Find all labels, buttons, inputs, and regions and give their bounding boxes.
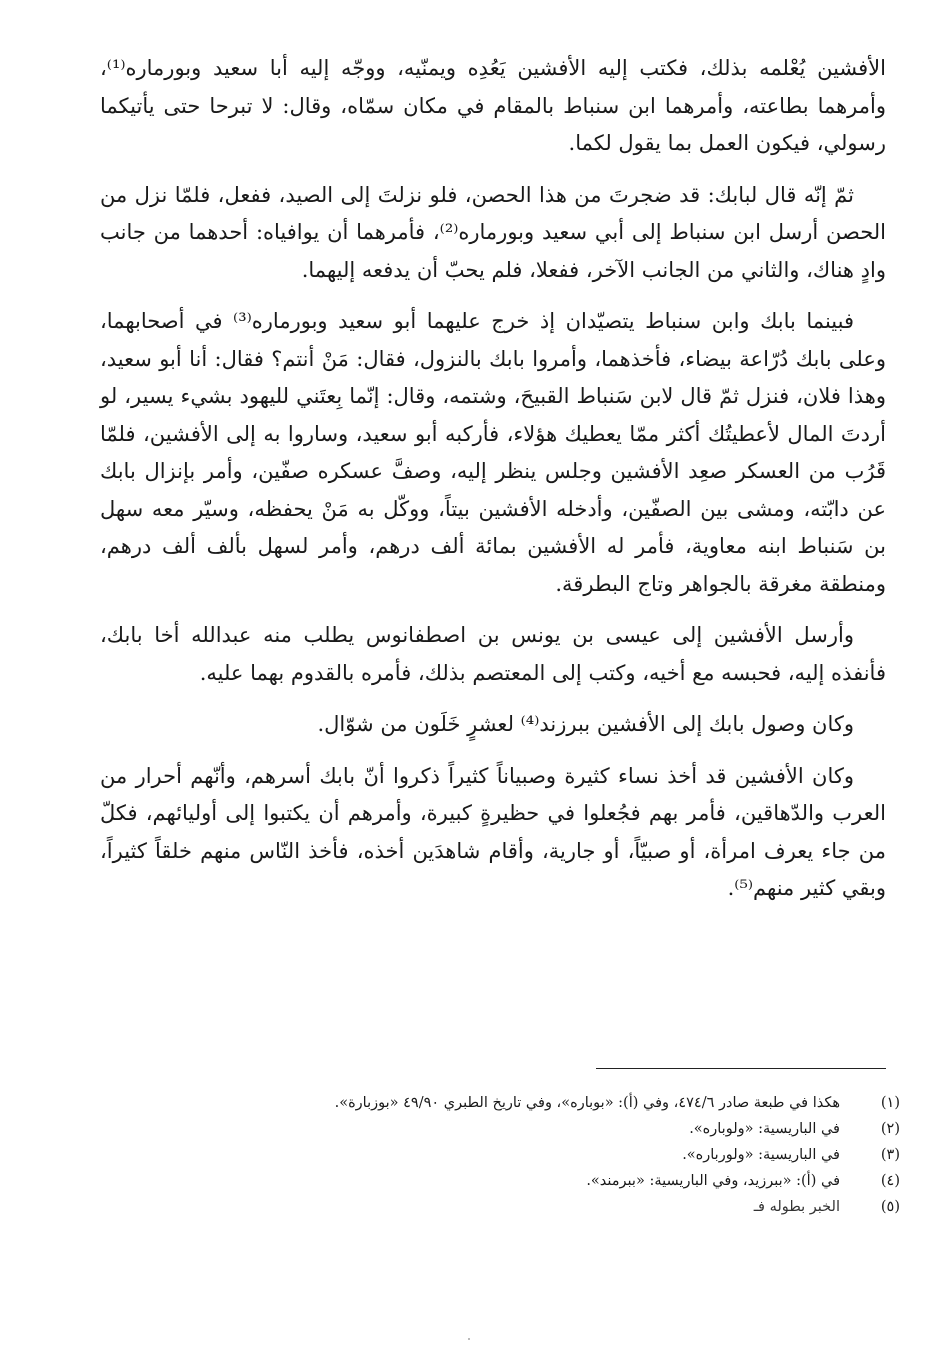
footnote-number: (٤) (880, 1173, 900, 1189)
footnote-text: الخبر بطوله فـ (753, 1199, 840, 1215)
footnote-divider (596, 1068, 886, 1069)
footnote-3 (160, 1142, 900, 1168)
footnotes (160, 1090, 900, 1220)
footnote-1 (160, 1090, 900, 1116)
footnote-number: (١) (880, 1095, 900, 1111)
footnote-number: (٣) (880, 1147, 900, 1163)
paragraph-2: ثمّ إنّه قال لبابك: قد ضجرتَ من هذا الحصن، فلو نزلتَ إلى الصيد، ففعل، فلمّا نزل من الحصن أرسل ابن سنباط إلى أبي سعيد وبورماره⁽²⁾، فأمرهما أن يوافياه: أحدهما من جانب وادٍ هناك، والثاني من الجانب الآخر، ففعلا، فلم يحبّ أن يدفعه إليهما. (100, 182, 886, 282)
footnote-number: (٥) (880, 1199, 900, 1215)
paragraph-1: الأفشين يُعْلمه بذلك، فكتب إليه الأفشين يَعُدِه ويمنّيه، ووجّه إليه أبا سعيد وبورماره⁽¹⁾، وأمرهما بطاعته، وأمرهما ابن سنباط بالمقام في مكان سمّاه، وقال: لا تبرحا حتى يأتيكما رسولي، فيكون العمل بما يقول لكما. (100, 56, 886, 155)
footnote-text: هكذا في طبعة صادر ٤٧٤/٦، وفي (أ): «بوباره»، وفي تاريخ الطبري ٤٩/٩٠ «بوزبارة». (334, 1095, 840, 1111)
main-text (100, 50, 886, 922)
scan-speck (468, 1338, 470, 1340)
footnote-text: في الباريسية: «ولورباره». (682, 1147, 840, 1163)
footnote-text: في (أ): «ببرزيد، وفي الباريسية: «ببرمند». (586, 1173, 840, 1189)
footnote-number: (٢) (880, 1121, 900, 1137)
footnote-5 (160, 1194, 900, 1220)
paragraph-3: فبينما بابك وابن سنباط يتصيّدان إذ خرج عليهما أبو سعيد وبورماره⁽³⁾ في أصحابهما، وعلى بابك دُرّاعة بيضاء، فأخذهما، وأمروا بابك بالنزول، فقال: مَنْ أنتم؟ فقال: أنا أبو سعيد، وهذا فلان، فنزل ثمّ قال لابن سَنباط القبيحَ، وشتمه، وقال: إنّما بِعتَني لليهود بشيء يسير، لو أردتَ المال لأعطيتُك أكثر ممّا يعطيك هؤلاء، فأركبه أبو سعيد، وساروا به إلى الأفشين، فلمّا قَرُب من العسكر صعِد الأفشين وجلس ينظر إليه، وصفَّ عسكره صفّين، وأمر بإنزال بابك عن دابّته، ومشى بين الصفّين، وأدخله الأفشين بيتاً، ووكّل به مَنْ يحفظه، وسيّر معه سهل بن سَنباط ابنه معاوية، فأمر له الأفشين بمائة ألف درهم، وأمر لسهل بألف ألف درهم، ومنطقة مغرقة بالجواهر وتاج البطرقة. (100, 309, 886, 596)
paragraph-5: وكان وصول بابك إلى الأفشين ببرزند⁽⁴⁾ لعشرٍ خَلَون من شوّال. (317, 712, 854, 736)
paragraph-4: وأرسل الأفشين إلى عيسى بن يونس بن اصطفانوس يطلب منه عبدالله أخا بابك، فأنفذه إليه، فحبسه مع أخيه، وكتب إلى المعتصم بذلك، فأمره بالقدوم بهما عليه. (100, 623, 886, 685)
footnote-text: في الباريسية: «ولوباره». (689, 1121, 840, 1137)
footnote-4 (160, 1168, 900, 1194)
paragraph-6: وكان الأفشين قد أخذ نساء كثيرة وصبياناً كثيراً ذكروا أنّ بابك أسرهم، وأنّهم أحرار من العرب والدّهاقين، فأمر بهم فجُعلوا في حظيرةٍ كبيرة، وأمرهم أن يكتبوا إلى أوليائهم، فكلّ من جاء يعرف امرأة، أو صبيّاً، أو جارية، وأقام شاهدَين أخذه، فأخذ النّاس منهم خلقاً كثيراً، وبقي كثير منهم⁽⁵⁾. (100, 763, 886, 900)
footnote-2 (160, 1116, 900, 1142)
